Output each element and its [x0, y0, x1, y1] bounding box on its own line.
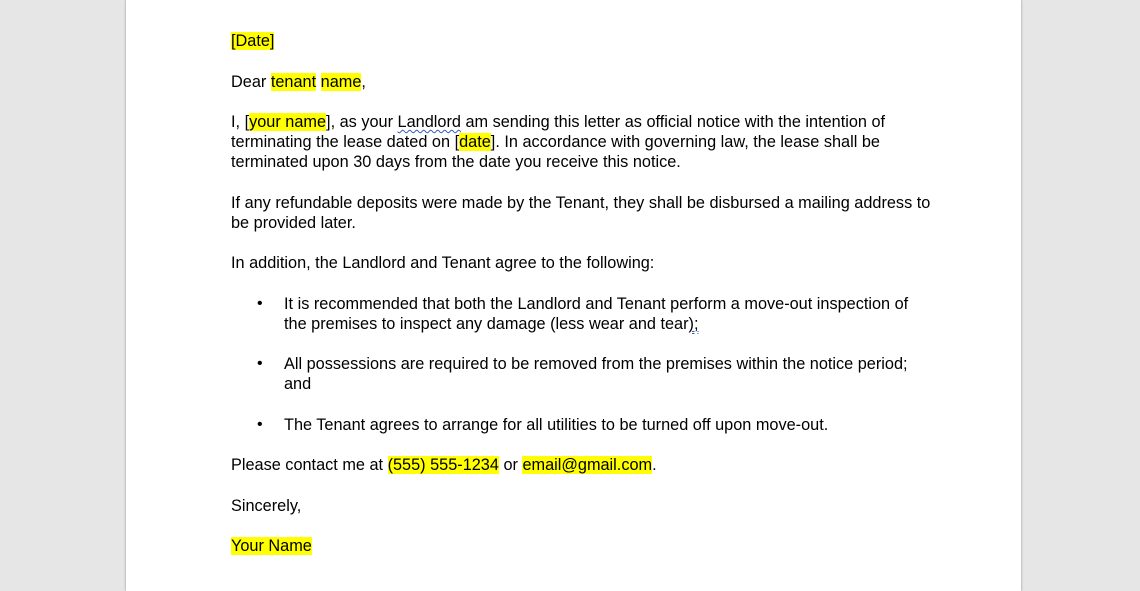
list-item — [231, 354, 931, 394]
list-item-text: All possessions are required to be removed from the premises within the notice period; and — [284, 355, 908, 393]
bullet-icon: • — [257, 294, 263, 312]
date-placeholder[interactable]: [Date] — [231, 32, 275, 50]
notice-paragraph — [231, 112, 931, 172]
grammar-flagged-punctuation[interactable]: ); — [688, 314, 699, 333]
salutation-prefix: Dear — [231, 72, 271, 91]
email-placeholder[interactable]: email@gmail.com — [522, 456, 653, 474]
notice-text-3: am sending this letter as official notice with the intention of terminating the lease dated on [ — [231, 113, 886, 151]
notice-text-2: ], as your — [326, 113, 398, 131]
date-line — [231, 31, 931, 51]
landlord-word-flagged[interactable]: Landlord — [397, 113, 461, 131]
contact-prefix: Please contact me at — [231, 456, 388, 474]
name-placeholder[interactable]: name — [320, 72, 362, 91]
deposit-paragraph: If any refundable deposits were made by the Tenant, they shall be disbursed a mailing address to be provided later. — [231, 193, 931, 232]
salutation-space — [316, 73, 321, 91]
your-name-placeholder[interactable]: your name — [249, 113, 327, 131]
list-item-text: It is recommended that both the Landlord and Tenant perform a move-out inspection of the premises to inspect any damage (less wear and tear — [284, 294, 909, 333]
closing: Sincerely, — [231, 496, 302, 515]
tenant-placeholder[interactable]: tenant — [270, 72, 317, 91]
bullet-icon: • — [257, 415, 263, 433]
notice-text-1: I, [ — [231, 113, 250, 131]
phone-placeholder[interactable]: (555) 555-1234 — [387, 456, 499, 474]
agreement-intro: In addition, the Landlord and Tenant agree to the following: — [231, 254, 655, 272]
list-item-text: The Tenant agrees to arrange for all utilities to be turned off upon move-out. — [284, 415, 829, 434]
signature-placeholder[interactable]: Your Name — [231, 537, 312, 555]
letter-body[interactable] — [231, 31, 931, 577]
list-item — [231, 415, 931, 435]
salutation-suffix: , — [361, 72, 366, 91]
contact-line — [231, 455, 931, 475]
contact-middle: or — [498, 456, 523, 474]
agreement-list — [231, 294, 931, 435]
salutation — [231, 72, 931, 92]
document-page[interactable] — [126, 0, 1021, 591]
lease-date-placeholder[interactable]: date — [459, 133, 491, 151]
bullet-icon: • — [257, 355, 263, 372]
notice-text-4: ]. In accordance with governing law, the lease shall be terminated upon 30 days from the date you receive this notice. — [231, 133, 880, 171]
contact-suffix: . — [652, 456, 657, 474]
list-item — [231, 294, 931, 334]
signature-line — [231, 536, 931, 556]
